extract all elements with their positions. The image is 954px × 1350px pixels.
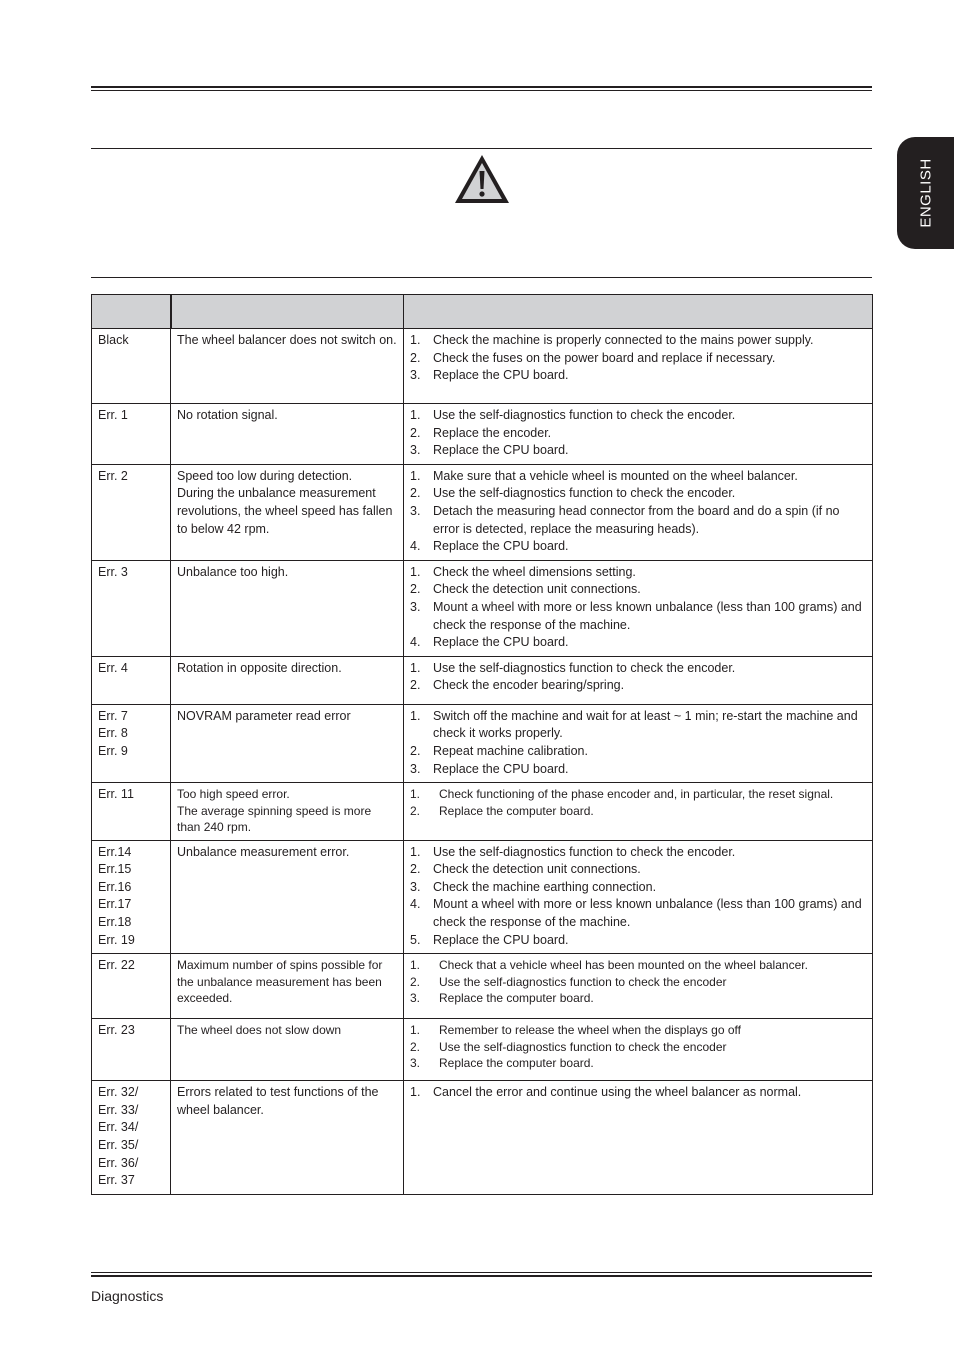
step-text: Replace the CPU board. (433, 761, 569, 776)
step-text: Replace the CPU board. (433, 635, 569, 650)
step-number: 1. (410, 787, 421, 802)
error-description: Unbalance too high. (177, 564, 289, 579)
remedy-step (410, 743, 866, 761)
step-number: 1. (410, 844, 421, 859)
error-code-cell (92, 704, 171, 782)
remedy-step (410, 708, 866, 743)
error-description-cell (171, 329, 404, 404)
table-row (92, 656, 873, 704)
remedy-cell (404, 704, 873, 782)
remedy-step (410, 538, 866, 556)
error-description-cell (171, 1081, 404, 1195)
language-tab-label: ENGLISH (917, 158, 934, 228)
bottom-rule (91, 1275, 872, 1277)
diagnostics-table (91, 294, 873, 1195)
step-text: Remember to release the wheel when the displays go off (439, 1023, 741, 1038)
table-body (92, 329, 873, 1195)
remedy-step (410, 932, 866, 950)
remedy-step (410, 485, 866, 503)
step-number: 2. (410, 974, 421, 989)
error-code: Err. 11 (98, 787, 134, 802)
section-rule-bottom (91, 277, 872, 278)
error-description-cell (171, 954, 404, 1019)
error-description: Speed too low during detection. (177, 468, 353, 483)
error-code: Err. 22 (98, 958, 135, 973)
error-description-cell (171, 704, 404, 782)
error-description: The wheel does not slow down (177, 1023, 342, 1038)
error-code: Err. 9 (98, 743, 128, 758)
step-text: Use the self-diagnostics function to check the encoder (439, 974, 727, 989)
step-text: Check that a vehicle wheel has been mounted on the wheel balancer. (439, 958, 808, 973)
top-rule-thin (91, 90, 872, 91)
error-code-cell (92, 840, 171, 954)
table-row (92, 954, 873, 1019)
error-code: Err. 36/ (98, 1155, 139, 1170)
step-number: 2. (410, 425, 421, 440)
error-code-cell (92, 1081, 171, 1195)
top-rule (91, 86, 872, 88)
step-text: Replace the CPU board. (433, 539, 569, 554)
step-number: 1. (410, 564, 421, 579)
remedy-cell (404, 404, 873, 465)
error-code: Err.15 (98, 862, 132, 877)
step-text: Check the wheel dimensions setting. (433, 564, 636, 579)
step-number: 2. (410, 678, 421, 693)
remedy-step (410, 503, 866, 538)
error-description-cell (171, 464, 404, 560)
step-number: 1. (410, 1023, 421, 1038)
step-text: Repeat machine calibration. (433, 743, 588, 758)
error-code-cell (92, 954, 171, 1019)
step-text: Replace the computer board. (439, 991, 594, 1006)
step-number: 1. (410, 958, 421, 973)
remedy-step (410, 990, 866, 1007)
error-code-cell (92, 560, 171, 656)
error-code: Err.16 (98, 879, 132, 894)
step-number: 3. (410, 761, 421, 776)
step-number: 1. (410, 708, 421, 723)
table-row (92, 329, 873, 404)
step-text: Check the machine is properly connected to the mains power supply. (433, 333, 814, 347)
step-number: 2. (410, 350, 421, 365)
step-number: 4. (410, 897, 421, 912)
error-description-cell (171, 783, 404, 841)
step-text: Check the fuses on the power board and replace if necessary. (433, 350, 776, 365)
remedy-step (410, 350, 866, 368)
step-text: Check the detection unit connections. (433, 582, 641, 597)
step-text: Use the self-diagnostics function to check the encoder. (433, 486, 736, 501)
error-description: Rotation in opposite direction. (177, 660, 342, 675)
remedy-steps (410, 844, 866, 950)
remedy-step (410, 1055, 866, 1072)
step-text: Replace the CPU board. (433, 932, 569, 947)
step-text: Use the self-diagnostics function to check the encoder (439, 1039, 727, 1054)
step-number: 1. (410, 660, 421, 675)
table-row (92, 704, 873, 782)
remedy-cell (404, 464, 873, 560)
remedy-steps (410, 468, 866, 556)
step-text: Make sure that a vehicle wheel is mounted on the wheel balancer. (433, 468, 798, 483)
remedy-step (410, 634, 866, 652)
error-code: Err. 37 (98, 1173, 135, 1188)
table-row (92, 840, 873, 954)
remedy-step (410, 442, 866, 460)
step-number: 2. (410, 803, 421, 818)
step-text: Detach the measuring head connector from the board and do a spin (if no error is detected, replace the measuring heads). (433, 503, 840, 536)
step-text: Use the self-diagnostics function to check the encoder. (433, 408, 736, 422)
remedy-cell (404, 329, 873, 404)
remedy-step (410, 367, 866, 385)
error-description-cell (171, 1019, 404, 1081)
step-number: 2. (410, 1039, 421, 1054)
error-description-cell (171, 656, 404, 704)
remedy-step (410, 974, 866, 991)
error-code: Err. 33/ (98, 1102, 139, 1117)
error-code: Err. 4 (98, 660, 128, 675)
header-cell-code (92, 295, 171, 329)
step-number: 1. (410, 1085, 421, 1100)
error-code: Err. 32/ (98, 1085, 139, 1100)
step-number: 1. (410, 468, 421, 483)
step-number: 2. (410, 862, 421, 877)
error-code-cell (92, 329, 171, 404)
error-code: Err. 7 (98, 708, 128, 723)
error-code-cell (92, 404, 171, 465)
header-cell-description (171, 295, 404, 329)
remedy-step (410, 599, 866, 634)
step-number: 4. (410, 539, 421, 554)
step-number: 2. (410, 582, 421, 597)
remedy-steps (410, 1084, 866, 1102)
table-row (92, 464, 873, 560)
error-code: Err. 19 (98, 932, 135, 947)
error-code: Black (98, 333, 129, 347)
step-text: Replace the computer board. (439, 803, 594, 818)
remedy-step (410, 677, 866, 695)
footer-section-name: Diagnostics (91, 1288, 164, 1304)
error-code-cell (92, 656, 171, 704)
remedy-step (410, 861, 866, 879)
step-text: Mount a wheel with more or less known unbalance (less than 100 grams) and check the response of the machine. (433, 897, 862, 929)
table-row (92, 1019, 873, 1081)
remedy-cell (404, 560, 873, 656)
error-description-cell (171, 404, 404, 465)
step-number: 2. (410, 743, 421, 758)
error-description: The average spinning speed is more than 240 rpm. (177, 803, 372, 835)
error-code-cell (92, 464, 171, 560)
table-header-row (92, 295, 873, 329)
step-number: 1. (410, 333, 421, 347)
error-code-cell (92, 783, 171, 841)
step-number: 2. (410, 486, 421, 501)
step-number: 3. (410, 368, 421, 383)
error-description: No rotation signal. (177, 408, 278, 422)
remedy-step (410, 407, 866, 425)
step-text: Use the self-diagnostics function to check the encoder. (433, 844, 736, 859)
remedy-step (410, 957, 866, 974)
step-text: Replace the CPU board. (433, 443, 569, 458)
error-code-cell (92, 1019, 171, 1081)
step-number: 1. (410, 408, 421, 422)
error-description: Errors related to test functions of the wheel balancer. (177, 1085, 379, 1117)
error-description: Too high speed error. (177, 787, 290, 802)
table-row (92, 783, 873, 841)
error-code: Err. 2 (98, 468, 128, 483)
remedy-steps (410, 786, 866, 819)
table-row (92, 560, 873, 656)
remedy-step (410, 1084, 866, 1102)
error-description: During the unbalance measurement revolutions, the wheel speed has fallen to below 42 rpm. (177, 486, 393, 536)
remedy-step (410, 564, 866, 582)
step-number: 3. (410, 503, 421, 518)
error-description: Maximum number of spins possible for the unbalance measurement has been exceeded. (177, 958, 383, 1006)
step-text: Check the machine earthing connection. (433, 879, 657, 894)
remedy-steps (410, 564, 866, 652)
table-row (92, 404, 873, 465)
error-description: The wheel balancer does not switch on. (177, 333, 397, 347)
step-text: Mount a wheel with more or less known unbalance (less than 100 grams) and check the response of the machine. (433, 599, 862, 632)
remedy-steps (410, 407, 866, 460)
step-text: Cancel the error and continue using the wheel balancer as normal. (433, 1085, 802, 1100)
step-number: 5. (410, 932, 421, 947)
error-code: Err. 3 (98, 564, 128, 579)
step-text: Switch off the machine and wait for at least ~ 1 min; re-start the machine and check it works properly. (433, 708, 858, 741)
remedy-step (410, 468, 866, 486)
remedy-step (410, 844, 866, 862)
error-description: Unbalance measurement error. (177, 844, 350, 859)
error-code: Err.17 (98, 897, 132, 912)
remedy-cell (404, 840, 873, 954)
error-code: Err. 1 (98, 408, 128, 422)
step-number: 3. (410, 879, 421, 894)
section-rule (91, 148, 872, 149)
remedy-step (410, 332, 866, 350)
remedy-step (410, 425, 866, 443)
step-text: Check the encoder bearing/spring. (433, 678, 625, 693)
remedy-steps (410, 957, 866, 1007)
table-row (92, 1081, 873, 1195)
remedy-step (410, 896, 866, 931)
step-text: Replace the encoder. (433, 425, 552, 440)
remedy-cell (404, 954, 873, 1019)
bottom-rule-thin (91, 1272, 872, 1273)
remedy-steps (410, 708, 866, 778)
step-number: 3. (410, 599, 421, 614)
step-text: Replace the computer board. (439, 1056, 594, 1071)
error-description-cell (171, 840, 404, 954)
step-number: 3. (410, 443, 421, 458)
remedy-cell (404, 1081, 873, 1195)
remedy-cell (404, 656, 873, 704)
remedy-steps (410, 332, 866, 385)
remedy-step (410, 761, 866, 779)
remedy-step (410, 786, 866, 803)
remedy-step (410, 581, 866, 599)
error-code: Err.18 (98, 914, 132, 929)
error-code: Err. 35/ (98, 1137, 139, 1152)
warning-icon (453, 153, 511, 205)
remedy-steps (410, 1022, 866, 1072)
error-code: Err. 8 (98, 726, 128, 741)
error-description-cell (171, 560, 404, 656)
error-code: Err.14 (98, 844, 132, 859)
remedy-step (410, 660, 866, 678)
header-cell-remedy (404, 295, 873, 329)
step-text: Replace the CPU board. (433, 368, 569, 383)
error-code: Err. 23 (98, 1023, 135, 1038)
remedy-steps (410, 660, 866, 695)
step-text: Use the self-diagnostics function to check the encoder. (433, 660, 736, 675)
step-number: 3. (410, 1056, 421, 1071)
step-number: 3. (410, 991, 421, 1006)
remedy-step (410, 879, 866, 897)
language-tab (897, 137, 954, 249)
step-number: 4. (410, 635, 421, 650)
error-description: NOVRAM parameter read error (177, 708, 351, 723)
remedy-cell (404, 783, 873, 841)
remedy-cell (404, 1019, 873, 1081)
remedy-step (410, 1039, 866, 1056)
remedy-step (410, 1022, 866, 1039)
step-text: Check functioning of the phase encoder and, in particular, the reset signal. (439, 787, 834, 802)
error-code: Err. 34/ (98, 1120, 139, 1135)
step-text: Check the detection unit connections. (433, 862, 641, 877)
remedy-step (410, 803, 866, 820)
